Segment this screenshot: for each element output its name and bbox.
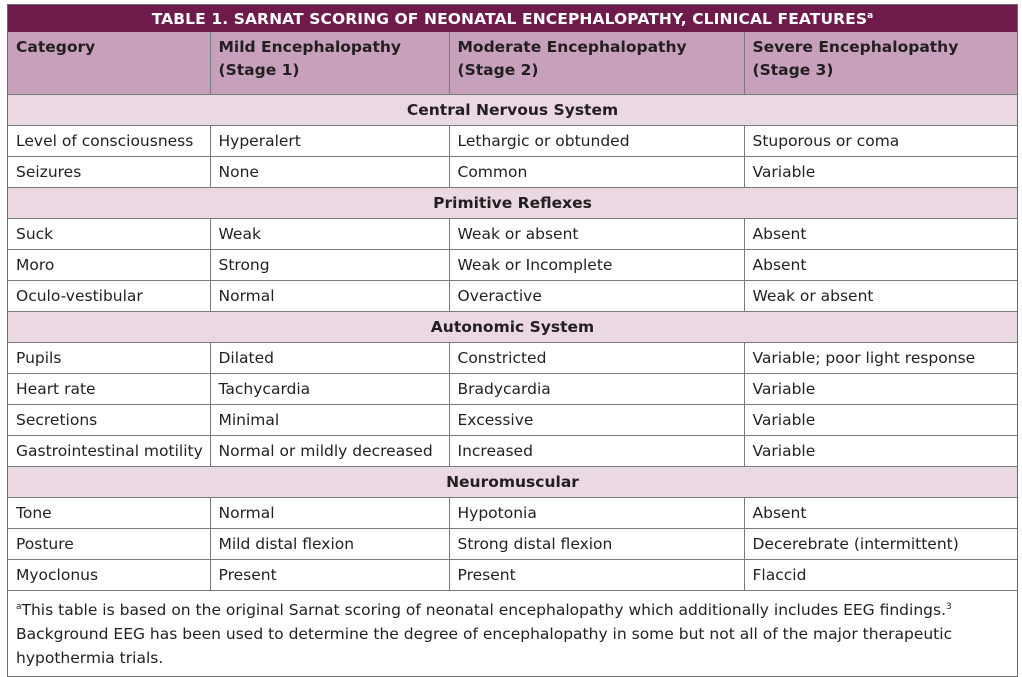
cell-severe: Absent <box>744 250 1017 281</box>
table-title-text: TABLE 1. SARNAT SCORING OF NEONATAL ENCEPHALOPATHY, CLINICAL FEATURES <box>151 9 868 28</box>
cell-moderate: Common <box>449 157 744 188</box>
header-severe-line1: Severe Encephalopathy <box>752 38 959 56</box>
section-row <box>8 188 1017 219</box>
header-category <box>8 32 210 95</box>
sarnat-table-container <box>7 4 1018 677</box>
header-mild-line1: Mild Encephalopathy <box>218 38 402 56</box>
cell-mild: Normal <box>210 498 449 529</box>
cell-category: Suck <box>8 219 210 250</box>
cell-category: Tone <box>8 498 210 529</box>
section-row <box>8 312 1017 343</box>
cell-moderate: Lethargic or obtunded <box>449 126 744 157</box>
table-row <box>8 436 1017 467</box>
header-category-line1: Category <box>16 38 96 56</box>
cell-severe: Variable; poor light response <box>744 343 1017 374</box>
cell-mild: Present <box>210 560 449 591</box>
footnote-text-continued: Background EEG has been used to determine the degree of encephalopathy in some but not all of the major therapeutic hypothermia trials. <box>16 625 953 668</box>
cell-category: Myoclonus <box>8 560 210 591</box>
header-moderate <box>449 32 744 95</box>
cell-category: Posture <box>8 529 210 560</box>
cell-moderate: Present <box>449 560 744 591</box>
cell-moderate: Weak or Incomplete <box>449 250 744 281</box>
table-row <box>8 405 1017 436</box>
table-row <box>8 281 1017 312</box>
section-heading: Autonomic System <box>8 312 1017 343</box>
table-row <box>8 560 1017 591</box>
cell-mild: Hyperalert <box>210 126 449 157</box>
cell-mild: Weak <box>210 219 449 250</box>
cell-moderate: Constricted <box>449 343 744 374</box>
cell-category: Moro <box>8 250 210 281</box>
header-severe <box>744 32 1017 95</box>
cell-mild: None <box>210 157 449 188</box>
sarnat-table <box>8 5 1017 676</box>
section-row <box>8 467 1017 498</box>
table-row <box>8 250 1017 281</box>
cell-moderate: Overactive <box>449 281 744 312</box>
header-moderate-line1: Moderate Encephalopathy <box>457 38 687 56</box>
cell-moderate: Excessive <box>449 405 744 436</box>
cell-moderate: Bradycardia <box>449 374 744 405</box>
cell-mild: Mild distal flexion <box>210 529 449 560</box>
table-title-row <box>8 5 1017 32</box>
cell-moderate: Weak or absent <box>449 219 744 250</box>
cell-severe: Absent <box>744 498 1017 529</box>
table-row <box>8 374 1017 405</box>
table-row <box>8 157 1017 188</box>
table-row <box>8 529 1017 560</box>
table-title <box>8 5 1017 32</box>
cell-severe: Absent <box>744 219 1017 250</box>
header-mild-line2: (Stage 1) <box>218 61 300 79</box>
cell-mild: Tachycardia <box>210 374 449 405</box>
table-row <box>8 126 1017 157</box>
cell-severe: Variable <box>744 157 1017 188</box>
table-header-row <box>8 32 1017 95</box>
cell-mild: Minimal <box>210 405 449 436</box>
section-heading: Central Nervous System <box>8 95 1017 126</box>
cell-category: Heart rate <box>8 374 210 405</box>
cell-category: Secretions <box>8 405 210 436</box>
cell-severe: Variable <box>744 405 1017 436</box>
cell-category: Seizures <box>8 157 210 188</box>
footnote-reference: 3 <box>946 602 952 612</box>
section-heading: Neuromuscular <box>8 467 1017 498</box>
table-row <box>8 219 1017 250</box>
section-heading: Primitive Reflexes <box>8 188 1017 219</box>
cell-category: Oculo-vestibular <box>8 281 210 312</box>
cell-mild: Normal or mildly decreased <box>210 436 449 467</box>
header-severe-line2: (Stage 3) <box>752 61 834 79</box>
footnote <box>8 591 1017 677</box>
footnote-row <box>8 591 1017 677</box>
cell-severe: Variable <box>744 374 1017 405</box>
cell-mild: Dilated <box>210 343 449 374</box>
cell-severe: Weak or absent <box>744 281 1017 312</box>
cell-moderate: Hypotonia <box>449 498 744 529</box>
footnote-text: This table is based on the original Sarnat scoring of neonatal encephalopathy which additionally includes EEG findings. <box>21 601 946 620</box>
header-mild <box>210 32 449 95</box>
header-moderate-line2: (Stage 2) <box>457 61 539 79</box>
table-row <box>8 343 1017 374</box>
table-row <box>8 498 1017 529</box>
section-row <box>8 95 1017 126</box>
cell-severe: Variable <box>744 436 1017 467</box>
cell-category: Pupils <box>8 343 210 374</box>
cell-mild: Normal <box>210 281 449 312</box>
cell-moderate: Strong distal flexion <box>449 529 744 560</box>
cell-category: Gastrointestinal motility <box>8 436 210 467</box>
cell-mild: Strong <box>210 250 449 281</box>
cell-severe: Flaccid <box>744 560 1017 591</box>
footnote-marker: a <box>16 602 22 612</box>
cell-category: Level of consciousness <box>8 126 210 157</box>
cell-severe: Stuporous or coma <box>744 126 1017 157</box>
cell-moderate: Increased <box>449 436 744 467</box>
title-superscript: a <box>867 10 874 21</box>
cell-severe: Decerebrate (intermittent) <box>744 529 1017 560</box>
